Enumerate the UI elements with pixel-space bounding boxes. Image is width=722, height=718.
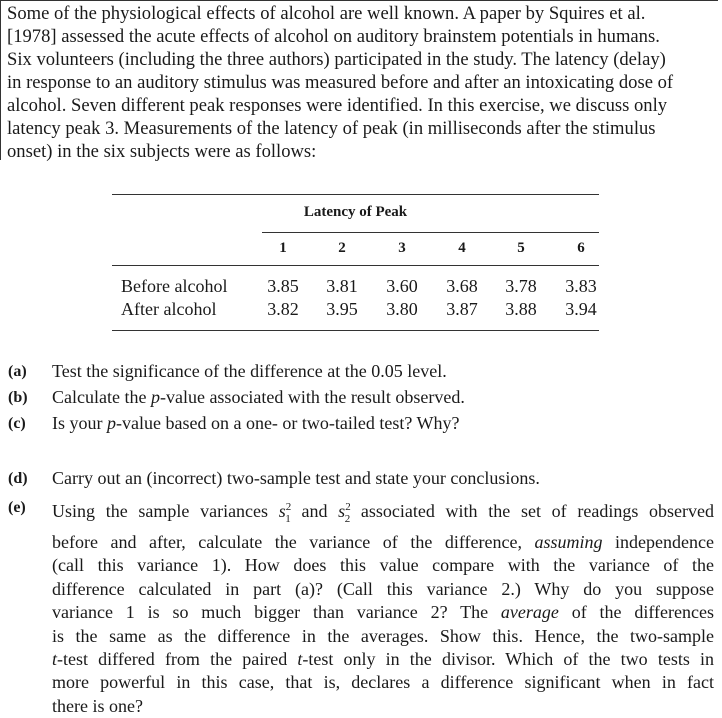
column-header: 2 <box>338 240 346 256</box>
table-subheader-rule <box>262 232 599 233</box>
question-line: (call this variance 1). How does this value compare with the variance of the <box>52 555 714 576</box>
table-title: Latency of Peak <box>303 204 408 220</box>
question-line: variance 1 is so much bigger than variance 2? The average of the differences <box>52 602 715 623</box>
table-top-rule <box>112 194 599 195</box>
question-label: (b) <box>8 389 28 406</box>
table-cell: 3.85 <box>267 276 299 296</box>
intro-line: [1978] assessed the acute effects of alcohol on auditory brainstem potentials in humans. <box>7 26 660 47</box>
table-cell: 3.78 <box>505 276 537 296</box>
question-line: more powerful in this case, that is, declares a difference significant when in fact <box>52 672 714 693</box>
table-cell: 3.68 <box>446 276 478 296</box>
question-line: Using the sample variances $s^2_1$ and $s^2_2$ associated with the set of readings observed <box>52 501 715 525</box>
column-header: 5 <box>517 240 525 256</box>
column-header: 4 <box>458 240 466 256</box>
question-line: is the same as the difference in the averages. Show this. Hence, the two-sample <box>52 625 714 646</box>
column-header: 3 <box>398 240 406 256</box>
question-label: (a) <box>8 363 27 380</box>
table-cell: 3.88 <box>505 299 537 319</box>
table-cell: 3.82 <box>267 299 299 319</box>
intro-line: Six volunteers (including the three authors) participated in the study. The latency (delay) <box>7 49 666 70</box>
question-line: difference calculated in part (a)? (Call this variance 2.) Why do you suppose <box>52 578 714 599</box>
intro-line: alcohol. Seven different peak responses were identified. In this exercise, we discuss only <box>7 95 668 116</box>
question-line: there is one? <box>52 695 143 716</box>
column-header: 1 <box>279 240 287 256</box>
intro-line: latency peak 3. Measurements of the latency of peak (in milliseconds after the stimulus <box>7 118 656 139</box>
table-cell: 3.60 <box>386 276 418 296</box>
table-cell: 3.94 <box>565 299 597 319</box>
question-text: Carry out an (incorrect) two-sample test and state your conclusions. <box>52 468 540 488</box>
question-label: (c) <box>8 415 26 432</box>
table-cell: 3.95 <box>326 299 358 319</box>
table-bottom-rule <box>112 330 599 331</box>
table-cell: 3.80 <box>386 299 418 319</box>
intro-line: onset) in the six subjects were as follows: <box>7 141 317 162</box>
column-header: 6 <box>577 240 585 256</box>
table-header-rule <box>112 265 599 266</box>
question-text: Is your p-value based on a one- or two-tailed test? Why? <box>52 413 460 433</box>
row-label: Before alcohol <box>121 276 228 296</box>
intro-line: in response to an auditory stimulus was measured before and after an intoxicating dose of <box>7 72 674 93</box>
question-text: Test the significance of the difference at the 0.05 level. <box>52 361 447 381</box>
question-text: Calculate the p-value associated with the result observed. <box>52 387 465 407</box>
intro-paragraph <box>0 0 718 160</box>
question-text <box>52 496 714 718</box>
question-label: (e) <box>8 499 26 516</box>
question-line: before and after, calculate the variance of the difference, assuming independence <box>52 532 714 552</box>
table-cell: 3.81 <box>326 276 358 296</box>
table-cell: 3.83 <box>565 276 597 296</box>
table-cell: 3.87 <box>446 299 478 319</box>
row-label: After alcohol <box>121 299 217 319</box>
question-line: t-test differed from the paired t-test only in the divisor. Which of the two tests in <box>52 649 714 670</box>
question-label: (d) <box>8 470 28 487</box>
intro-line: Some of the physiological effects of alcohol are well known. A paper by Squires et al. <box>7 3 646 24</box>
